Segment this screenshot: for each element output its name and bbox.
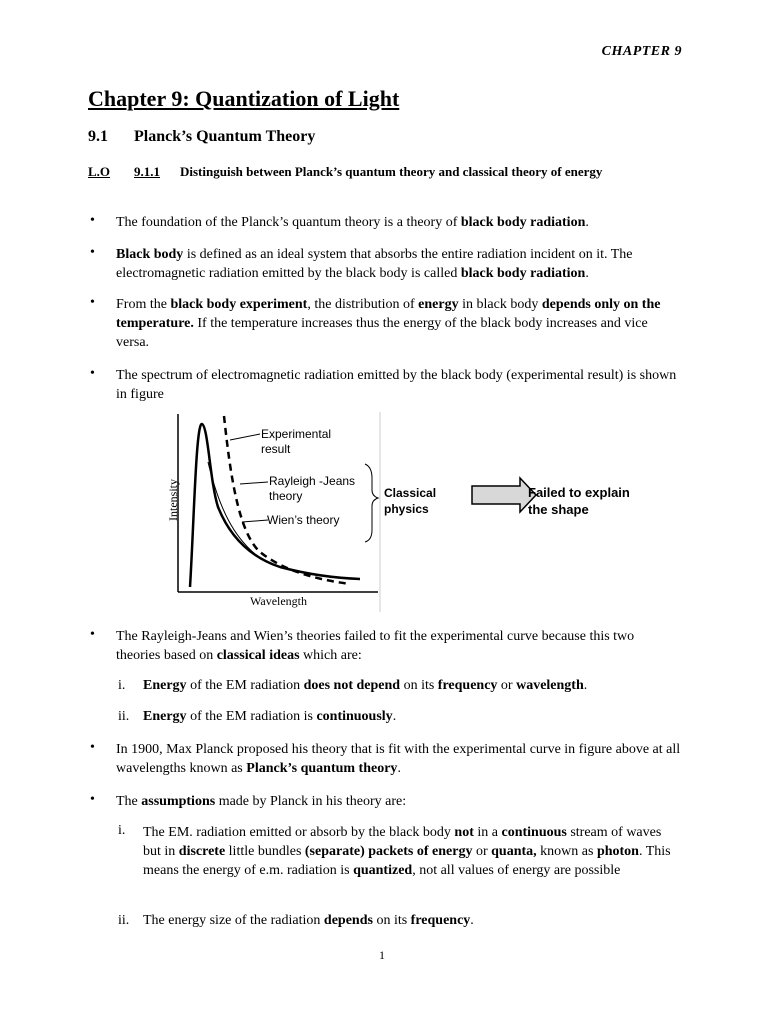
bullet-marker: • xyxy=(90,627,95,642)
section-heading xyxy=(88,128,315,146)
assumption-1: The EM. radiation emitted or absorb by the black body not in a continuous stream of waves but in discrete little bundles (separate) packets of energy or quanta, known as photon. This means the energy of e.m. radiation is quantized, not all values of energy are possible xyxy=(143,825,671,878)
failed-to-explain-label: Failed to explain the shape xyxy=(528,485,630,517)
classical-brace xyxy=(365,464,378,542)
bullet-paragraph-5: The Rayleigh-Jeans and Wien’s theories failed to fit the experimental curve because this two theories based on classical ideas which are: xyxy=(116,629,635,663)
section-title: Planck’s Quantum Theory xyxy=(134,128,316,145)
section-number: 9.1 xyxy=(88,128,108,145)
x-axis-label: Wavelength xyxy=(250,594,308,608)
wien-leader-line xyxy=(242,520,268,522)
page-number: 1 xyxy=(379,948,385,962)
experimental-leader-line xyxy=(230,434,260,440)
lo-code: 9.1.1 xyxy=(134,164,160,179)
classical-idea-2: Energy of the EM radiation is continuously. xyxy=(143,709,397,724)
classical-physics-label: Classical physics xyxy=(384,486,437,516)
rayleigh-leader-line xyxy=(240,482,268,484)
bullet-paragraph-2: Black body is defined as an ideal system that absorbs the entire radiation incident on it. The electromagnetic radiation emitted by the black body is called black body radiation. xyxy=(116,247,633,281)
bullet-paragraph-3: From the black body experiment, the distribution of energy in black body depends only on the temperature. If the temperature increases thus the energy of the black body increases and vice versa. xyxy=(116,297,661,350)
bullet-marker: • xyxy=(90,366,95,381)
bullet-marker: • xyxy=(90,295,95,310)
bullet-paragraph-4: The spectrum of electromagnetic radiation emitted by the black body (experimental result) is shown in figure xyxy=(116,368,677,402)
wien-label: Wien’s theory xyxy=(267,513,340,527)
rayleigh-jeans-label: Rayleigh -Jeans theory xyxy=(269,474,356,503)
chapter-header-tag: CHAPTER 9 xyxy=(601,44,682,59)
learning-outcome xyxy=(88,162,668,202)
arrow-icon xyxy=(472,478,536,512)
list-number: i. xyxy=(118,678,126,693)
bullet-marker: • xyxy=(90,792,95,807)
page-title: Chapter 9: Quantization of Light xyxy=(88,86,400,111)
lo-label: L.O xyxy=(88,164,111,179)
list-number: ii. xyxy=(118,913,130,928)
bullet-paragraph-6: In 1900, Max Planck proposed his theory that is fit with the experimental curve in figure above at all wavelengths known as Planck’s quantum theory. xyxy=(116,742,681,776)
classical-idea-1: Energy of the EM radiation does not depend on its frequency or wavelength. xyxy=(143,678,588,693)
list-number: i. xyxy=(118,823,126,838)
bullet-marker: • xyxy=(90,740,95,755)
list-number: ii. xyxy=(118,709,130,724)
experimental-label: Experimental result xyxy=(261,427,332,456)
bullet-paragraph-1: The foundation of the Planck’s quantum theory is a theory of black body radiation. xyxy=(116,215,589,230)
bullet-paragraph-7: The assumptions made by Planck in his theory are: xyxy=(116,794,407,809)
bullet-marker: • xyxy=(90,213,95,228)
lo-text: Distinguish between Planck’s quantum theory and classical theory of energy xyxy=(180,164,603,179)
bullet-marker: • xyxy=(90,245,95,260)
assumption-2: The energy size of the radiation depends on its frequency. xyxy=(143,913,474,928)
